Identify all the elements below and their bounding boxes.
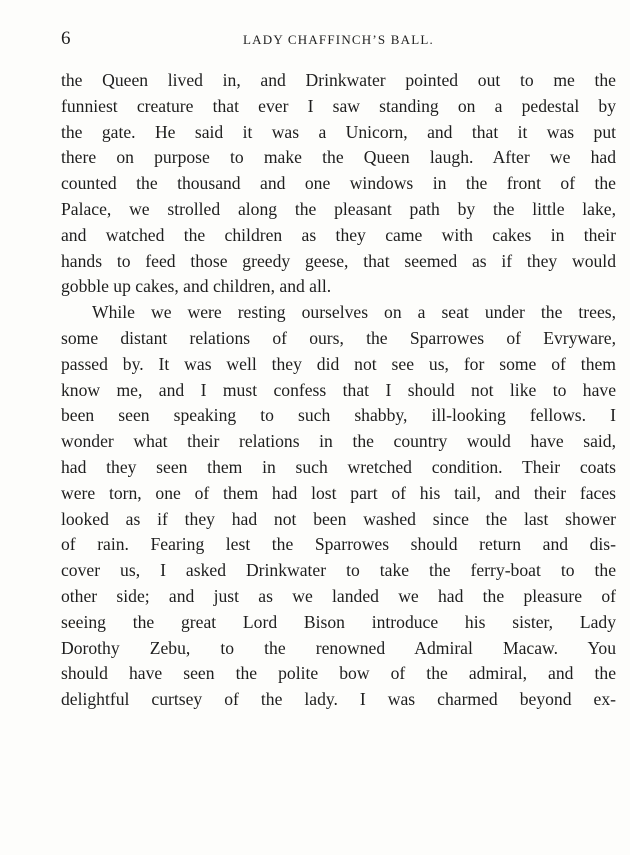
- text-line: and watched the children as they came with cakes in their: [61, 224, 616, 245]
- text-line: passed by. It was well they did not see us, for some of them: [61, 353, 616, 374]
- paragraph-1: [61, 68, 616, 300]
- text-line: other side; and just as we landed we had the pleasure of: [61, 585, 616, 606]
- text-line: seeing the great Lord Bison introduce his sister, Lady: [61, 611, 616, 632]
- page-number: 6: [61, 28, 71, 49]
- text-line: should have seen the polite bow of the admiral, and the: [61, 663, 616, 684]
- text-line: hands to feed those greedy geese, that seemed as if they would: [61, 250, 616, 271]
- text-line: know me, and I must confess that I should not like to have: [61, 379, 616, 400]
- text-line: been seen speaking to such shabby, ill-looking fellows. I: [61, 405, 616, 426]
- text-line: Dorothy Zebu, to the renowned Admiral Macaw. You: [61, 637, 616, 658]
- running-title: LADY CHAFFINCH’S BALL.: [243, 32, 434, 47]
- text-line: counted the thousand and one windows in the front of the: [61, 173, 616, 194]
- text-line: had they seen them in such wretched condition. Their coats: [61, 456, 616, 477]
- body-text: [61, 68, 616, 713]
- text-line: cover us, I asked Drinkwater to take the ferry-boat to the: [61, 560, 616, 581]
- text-line: While we were resting ourselves on a seat under the trees,: [92, 302, 616, 323]
- text-line: delightful curtsey of the lady. I was charmed beyond ex-: [61, 689, 616, 710]
- text-line: looked as if they had not been washed since the last shower: [61, 508, 616, 529]
- text-line: wonder what their relations in the country would have said,: [61, 431, 616, 452]
- paragraph-2: [61, 300, 616, 713]
- text-line: some distant relations of ours, the Sparrowes of Evryware,: [61, 327, 616, 348]
- text-line: there on purpose to make the Queen laugh. After we had: [61, 147, 616, 168]
- text-line: the Queen lived in, and Drinkwater pointed out to me the: [61, 70, 616, 90]
- page-header: [61, 29, 616, 49]
- text-line: were torn, one of them had lost part of his tail, and their faces: [61, 482, 616, 503]
- text-line: funniest creature that ever I saw standing on a pedestal by: [61, 95, 616, 116]
- text-line: the gate. He said it was a Unicorn, and that it was put: [61, 121, 616, 142]
- text-line: gobble up cakes, and children, and all.: [61, 276, 332, 297]
- text-line: Palace, we strolled along the pleasant path by the little lake,: [61, 198, 616, 219]
- text-line: of rain. Fearing lest the Sparrowes should return and dis-: [61, 534, 616, 555]
